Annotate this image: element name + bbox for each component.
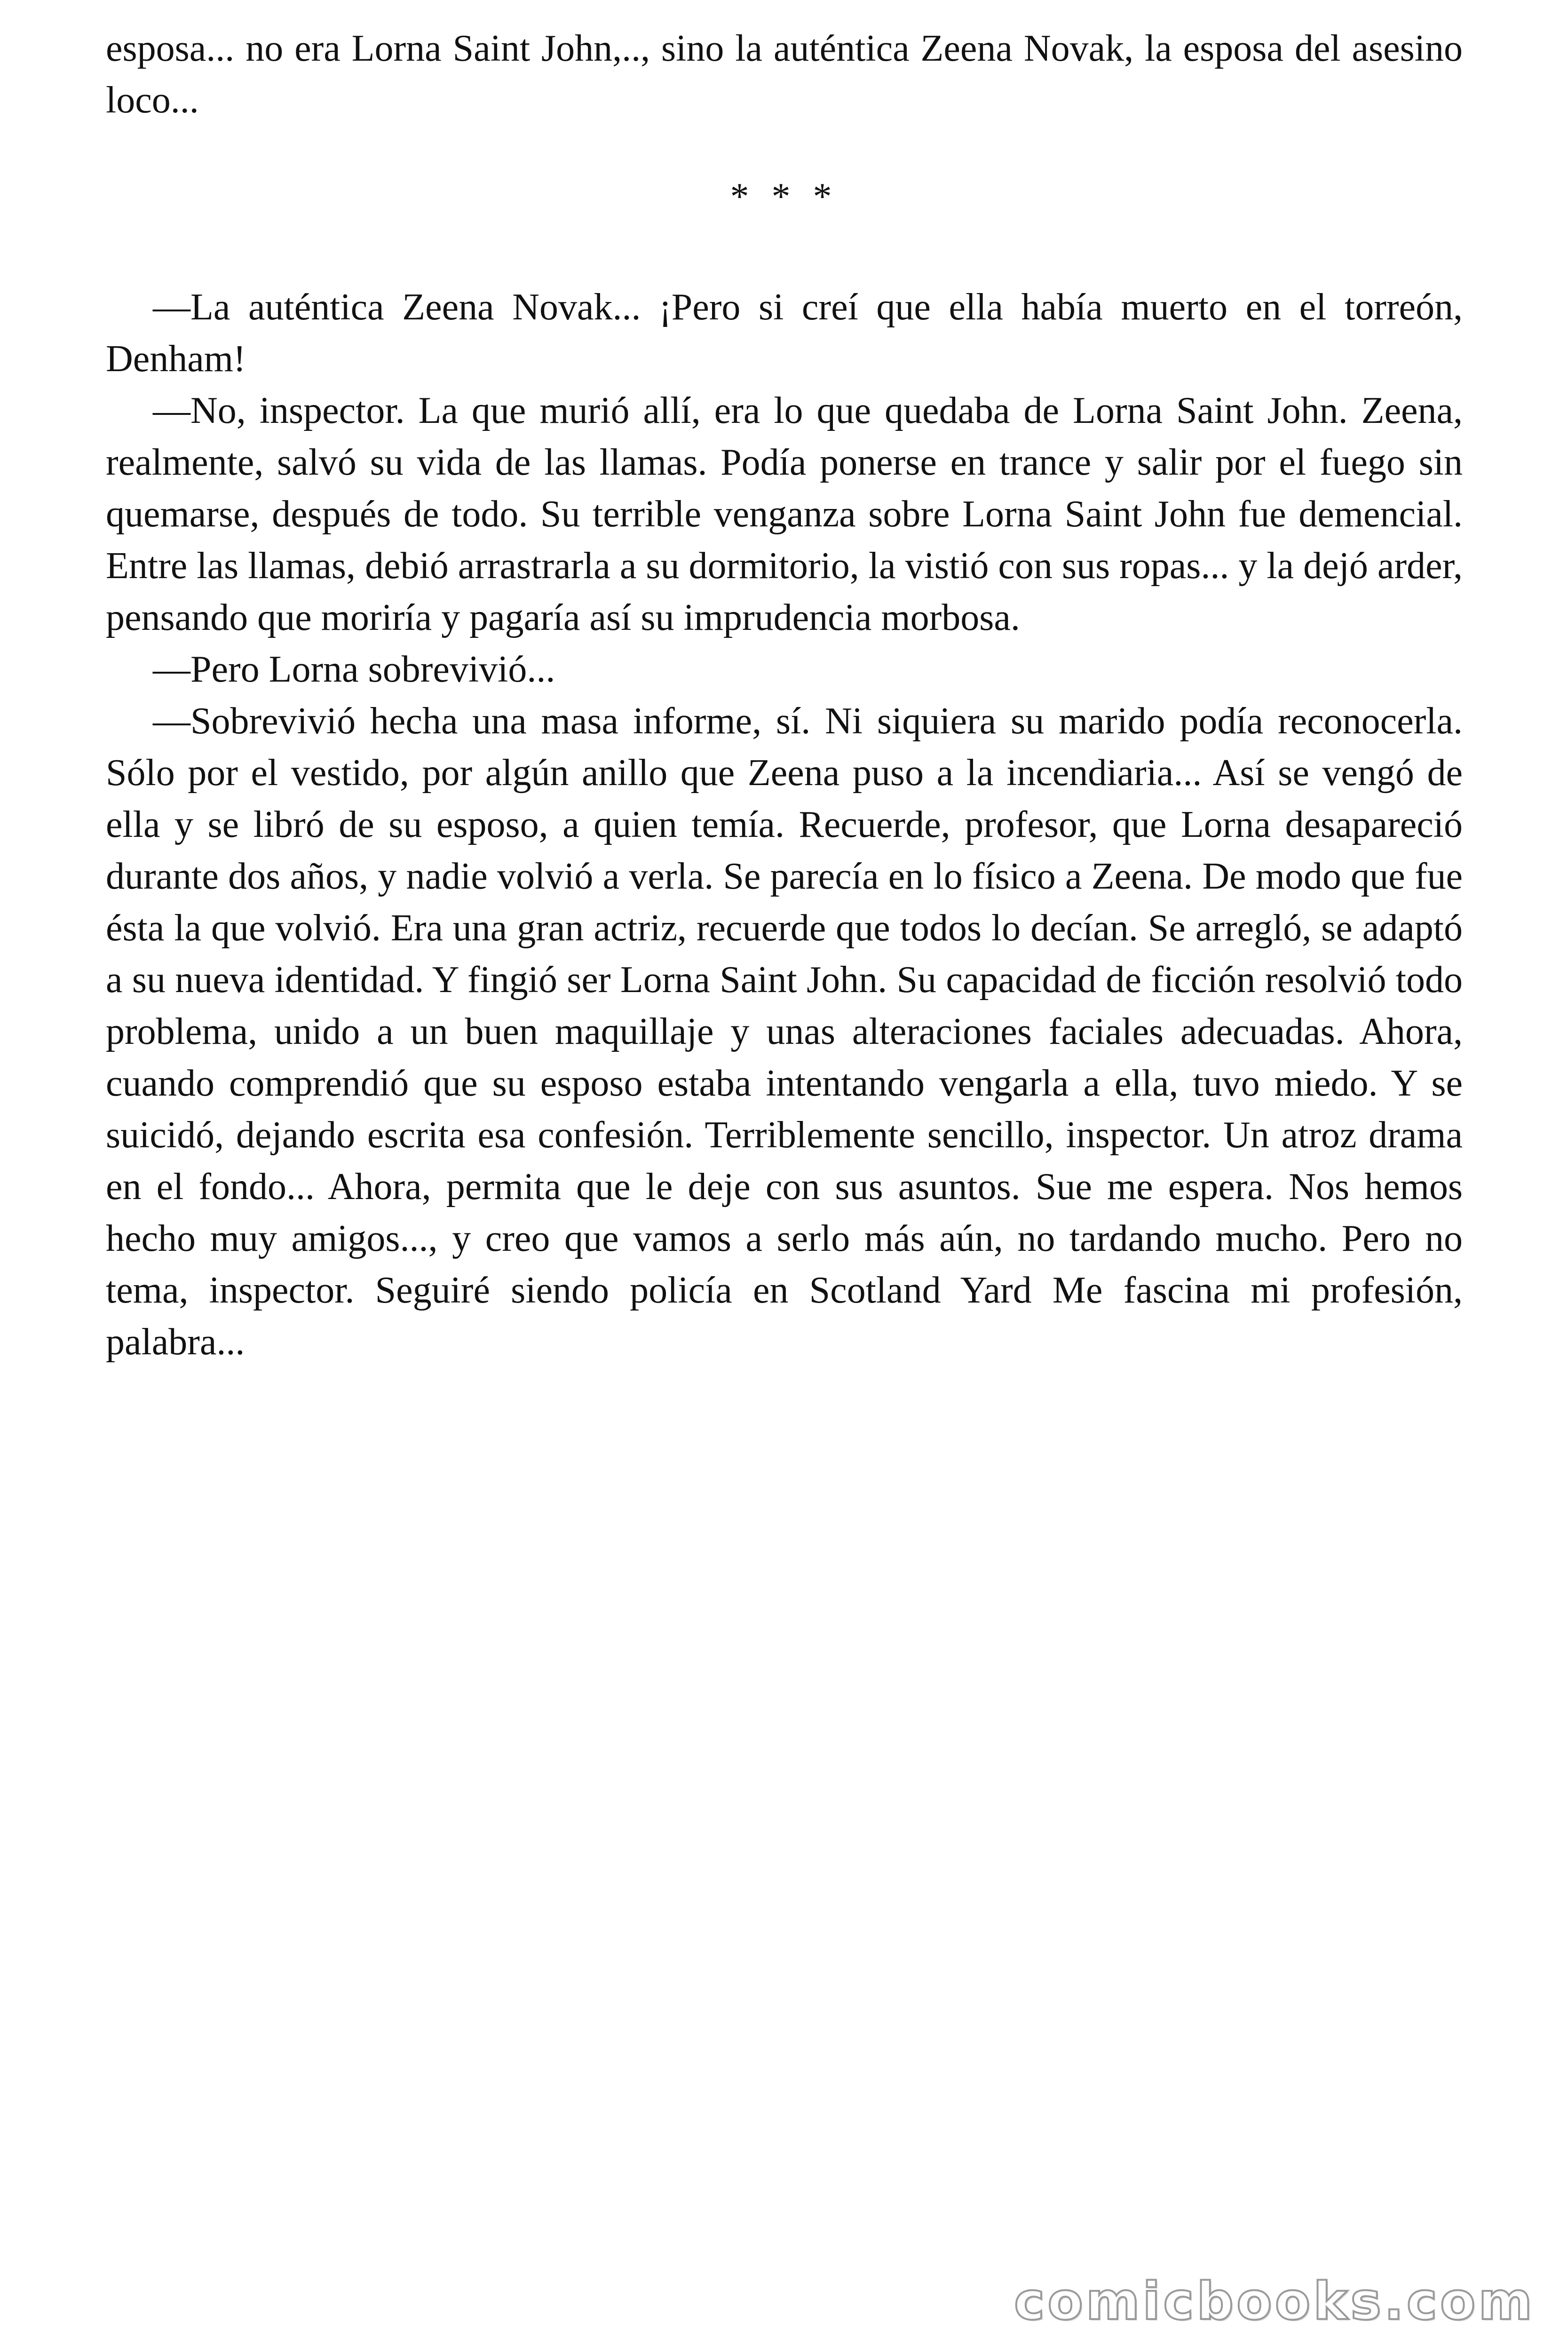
- dialogue-paragraph-1: —La auténtica Zeena Novak... ¡Pero si creí que ella había muerto en el torreón, Denham!: [106, 286, 1463, 380]
- page-body: [106, 23, 1463, 1368]
- dialogue-paragraph-3: —Pero Lorna sobrevivió...: [153, 649, 555, 690]
- dialogue-paragraph-4: —Sobrevivió hecha una masa informe, sí. Ni siquiera su marido podía reconocerla. Sólo por el vestido, por algún anillo que Zeena puso a la incendiaria... Así se vengó de ella y se libró de su esposo, a quien temía. Recuerde, profesor, que Lorna desapareció durante dos años, y nadie volvió a verla. Se parecía en lo físico a Zeena. De modo que fue ésta la que volvió. Era una gran actriz, recuerde que todos lo decían. Se arregló, se adaptó a su nueva identidad. Y fingió ser Lorna Saint John. Su capacidad de ficción resolvió todo problema, unido a un buen maquillaje y unas alteraciones faciales adecuadas. Ahora, cuando comprendió que su esposo estaba intentando vengarla a ella, tuvo miedo. Y se suicidó, dejando escrita esa confesión. Terriblemente sencillo, inspector. Un atroz drama en el fondo... Ahora, permita que le deje con sus asuntos. Sue me espera. Nos hemos hecho muy amigos..., y creo que vamos a serlo más aún, no tardando mucho. Pero no tema, inspector. Seguiré siendo policía en Scotland Yard Me fascina mi profesión, palabra...: [106, 700, 1463, 1363]
- opening-paragraph: esposa... no era Lorna Saint John,.., sino la auténtica Zeena Novak, la esposa del asesino loco...: [106, 28, 1463, 121]
- watermark-logo: comicbooks.com: [1014, 2271, 1535, 2331]
- dialogue-paragraph-2: —No, inspector. La que murió allí, era lo que quedaba de Lorna Saint John. Zeena, realmente, salvó su vida de las llamas. Podía ponerse en trance y salir por el fuego sin quemarse, después de todo. Su terrible venganza sobre Lorna Saint John fue demencial. Entre las llamas, debió arrastrarla a su dormitorio, la vistió con sus ropas... y la dejó arder, pensando que moriría y pagaría así su imprudencia morbosa.: [106, 390, 1463, 638]
- scene-separator: * * *: [730, 176, 839, 217]
